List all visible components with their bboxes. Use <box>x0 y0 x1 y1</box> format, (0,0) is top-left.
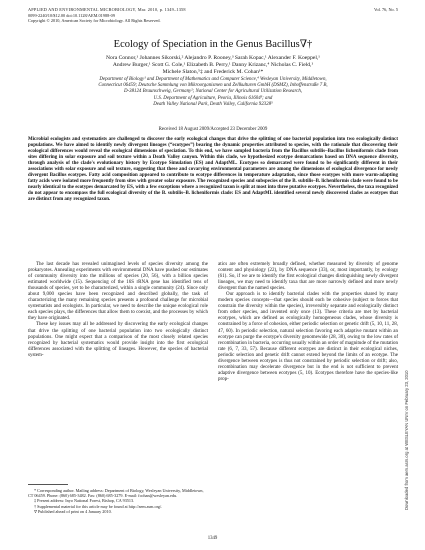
body-paragraph: The last decade has revealed unimagined levels of species diversity among the prokaryotes. Annealing experiments with environmental DNA have pushed our estimates of community diversity into the millions of species (20, 56), with a billion species estimated worldwide (15). Sequencing of the 16S rRNA gene has identified tens of thousands of species, yet to be characterized, within a single community (24). Since only about 9,000 species have been recognized and described globally, the task of characterizing the many remaining species presents a profound challenge for microbial systematists and ecologists. In particular, we need to describe the unique ecological role each species plays, the differences that allow them to coexist, and the processes by which they have originated. <box>28 262 208 322</box>
author-line: Andrew Burger,¹ Scott G. Cole,¹ Elizabeth B. Perry,¹ Danny Krizanc,⁴ Nicholas C. Field,¹ <box>112 62 314 69</box>
author-line: Nora Connor,¹ Johannes Sikorski,² Alejandro P. Rooney,³ Sarah Kopac,¹ Alexander F. Koeppel,¹ <box>106 55 320 61</box>
abstract: Microbial ecologists and systematists are challenged to discover the early ecological changes that drive the splitting of one bacterial population into two ecologically distinct populations. We have aimed to identify newly divergent lineages (“ecotypes”) bearing the dynamic properties attributed to species, with the rationale that discovering their ecological differences would reveal the ecological dimensions of speciation. To this end, we have sampled bacteria from the Bacillus subtilis–Bacillus licheniformis clade from sites differing in solar exposure and soil texture within a Death Valley canyon. Within this clade, we hypothesized ecotype demarcations based on DNA sequence diversity, through analysis of the clade's evolutionary history by Ecotype Simulation (ES) and AdaptML. Ecotypes so demarcated were found to be significantly different in their associations with solar exposure and soil texture, suggesting that these and covarying environmental parameters are among the dimensions of ecological divergence for newly divergent Bacillus ecotypes. Fatty acid composition appeared to contribute to ecotype differences in temperature adaptation, since those ecotypes with more warm-adapting fatty acids were isolated more frequently from sites with greater solar exposure. The recognized species and subspecies of the B. subtilis–B. licheniformis clade were found to be nearly identical to the ecotypes demarcated by ES, with a few exceptions where a recognized taxon is split at most into three putative ecotypes. Nevertheless, the taxa recognized do not appear to encompass the full ecological diversity of the B. subtilis–B. licheniformis clade: ES and AdaptML identified several newly discovered clades as ecotypes that are distinct from any recognized taxon. <box>28 137 398 203</box>
affiliation-line: Connecticut 06459; Deutsche Sammlung von Mikroorganismen und Zellkulturen GmbH (DSMZ), Inhoffenstraße 7 B, <box>98 83 328 89</box>
affiliation-line: D-38124 Braunschweig, Germany²; National Center for Agricultural Utilization Research, <box>123 89 303 95</box>
footnote: * Corresponding author. Mailing address: Department of Biology, Wesleyan University, Middletown, CT 06459. Phone: (860) 685-3482. Fax: (860) 685-3279. E-mail: fcohan@wesleyan.edu. <box>28 488 204 499</box>
issn-doi: 0099-2240/10/$12.00 doi:10.1128/AEM.01988-09 <box>28 12 115 18</box>
affiliation-line: Death Valley National Park, Death Valley, California 92328⁵ <box>153 101 273 107</box>
author-line: Michele Slaton,⁵‡ and Frederick M. Cohan¹* <box>162 69 264 76</box>
body-column-left <box>28 262 208 359</box>
body-paragraph: atics are often extremely broadly defined, whether measured by diversity of genome content and physiology (22), by DNA sequence (33), or, most importantly, by ecology (61). So, if we are to identify the first ecological changes distinguishing newly divergent lineages, we may need to identify taxa that are more narrowly defined and more newly divergent than the named species. <box>218 262 398 292</box>
author-list <box>34 55 392 77</box>
received-dates: Received 18 August 2009/Accepted 23 December 2009 <box>158 127 268 132</box>
copyright-line: Copyright © 2010, American Society for Microbiology. All Rights Reserved. <box>28 18 161 24</box>
footnote: ∇ Published ahead of print on 4 January 2010. <box>34 508 112 514</box>
footnote-rule <box>28 484 68 485</box>
affiliation-line: U.S. Department of Agriculture, Peoria, Illinois 61604³; and <box>153 95 273 101</box>
running-head <box>28 7 398 24</box>
journal-citation: APPLIED AND ENVIRONMENTAL MICROBIOLOGY, Mar. 2010, p. 1349–1358 <box>28 7 186 12</box>
footnote: ‡ Present address: Inyo National Forest, Bishop, CA 93513. <box>34 498 135 504</box>
body-column-right <box>218 262 398 383</box>
article-title: Ecology of Speciation in the Genus Bacillus∇† <box>113 39 313 50</box>
affiliation-line: Department of Biology¹ and Department of Mathematics and Computer Science,⁴ Wesleyan University, Middletown, <box>99 77 327 82</box>
body-paragraph: Our approach is to identify bacterial clades with the properties shared by many modern species concepts—that species should each be cohesive (subject to forces that constrain the diversity within the species), irreversibly separate and ecologically distinct from other species, and invented only once (13). These criteria are met by bacterial ecotypes, which are defined as ecologically homogeneous clades, whose diversity is constrained by a force of cohesion, either periodic selection or genetic drift (5, 10, 11, 28, 47, 60). In periodic selection, natural selection favoring each adaptive mutant within an ecotype can purge the ecotype's diversity genomewide (28, 30), owing to the low rates of recombination in bacteria, occurring usually within an order of magnitude of the mutation rate (6, 7, 33, 57). Because different ecotypes are distinct in their ecological niches, periodic selection and genetic drift cannot extend beyond the limits of an ecotype. The divergence between ecotypes is thus not constrained by periodic selection or drift; also, recombination may decelerate divergence but in the end is not sufficient to prevent adaptive divergence between ecotypes (5, 10). Ecotypes therefore have the species-like prop- <box>218 292 398 382</box>
download-watermark <box>404 40 412 510</box>
volume-issue: Vol. 76, No. 5 <box>373 7 398 12</box>
footnote: † Supplemental material for this article may be found at http://aem.asm.org/. <box>34 503 163 509</box>
page-number: 1349 <box>207 536 218 541</box>
download-note: Downloaded from aem.asm.org at WESLEYAN UNIV on February 23, 2010 <box>404 370 409 510</box>
affiliations <box>38 77 388 108</box>
footnotes <box>28 484 208 514</box>
body-paragraph: These key issues may all be addressed by discovering the early ecological changes that drive the splitting of one bacterial population into two ecologically distinct populations. One might expect that a comparison of the most closely related species recognized by bacterial systematics would provide insight into the first ecological differences associated with the splitting of lineages. However, the species of bacterial system- <box>28 322 208 358</box>
